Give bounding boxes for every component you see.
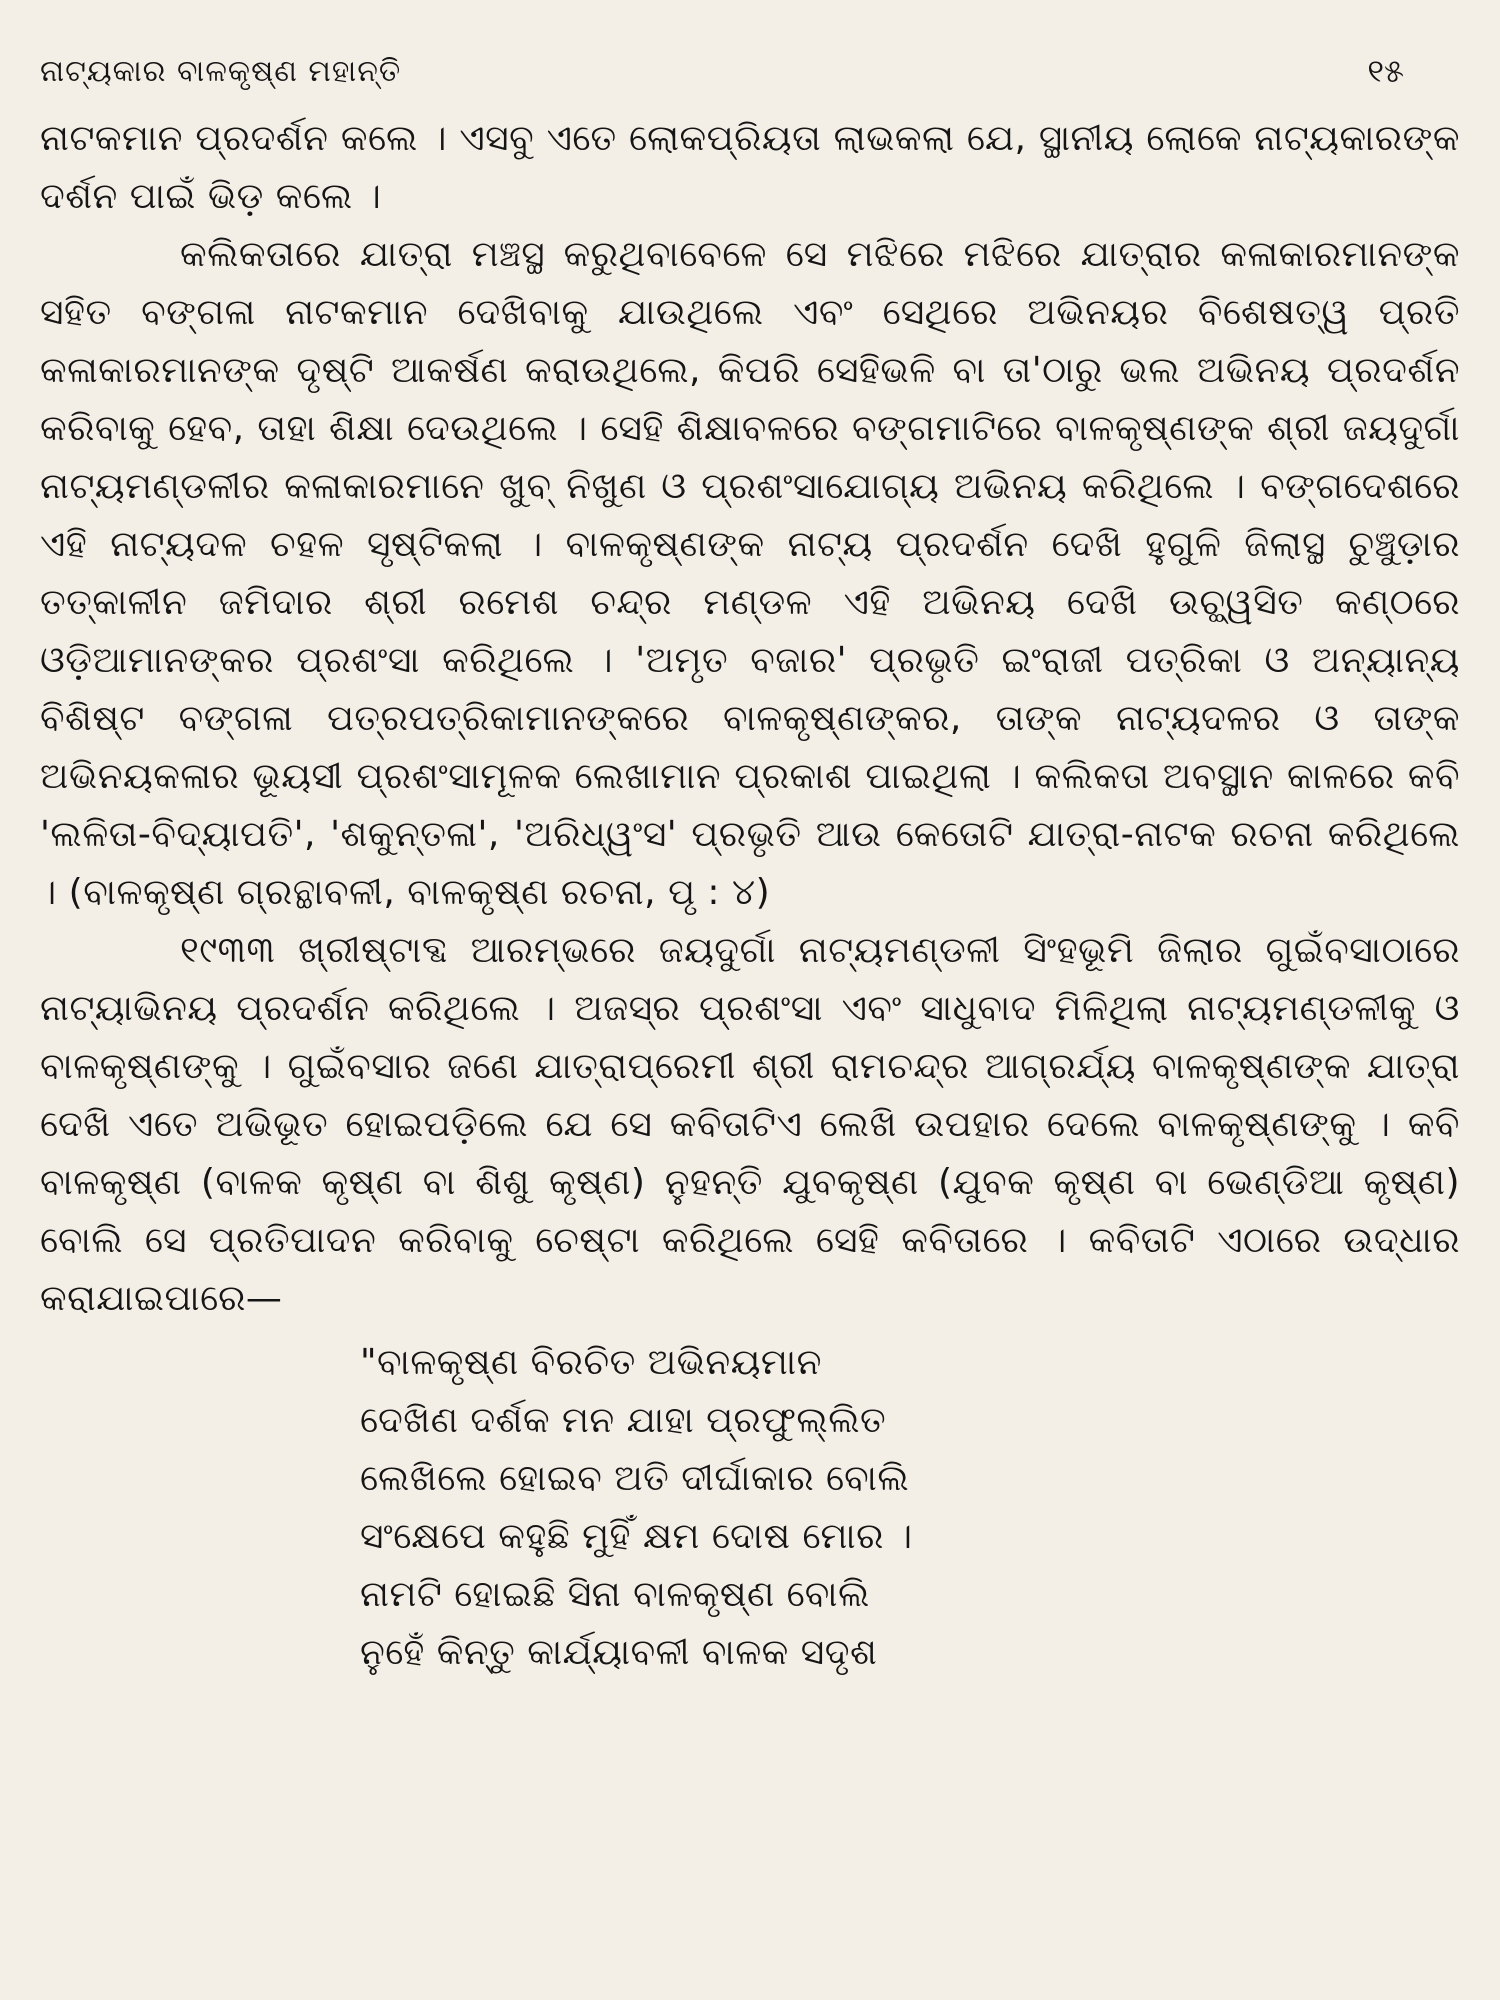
paragraph: ୧୯୩୩ ଖ୍ରୀଷ୍ଟାବ୍ଦ ଆରମ୍ଭରେ ଜୟଦୁର୍ଗା ନାଟ୍ୟମଣ୍ଡଳୀ ସିଂହଭୂମି ଜିଲାର ଗୁଇଁବସାଠାରେ ନାଟ୍ୟାଭିନୟ ପ୍ରଦର୍ଶନ କରିଥିଲେ । ଅଜସ୍ର ପ୍ରଶଂସା ଏବଂ ସାଧୁବାଦ ମିଳିଥିଲା ନାଟ୍ୟମଣ୍ଡଳୀକୁ ଓ ବାଳକୃଷ୍ଣଙ୍କୁ । ଗୁଇଁବସାର ଜଣେ ଯାତ୍ରାପ୍ରେମୀ ଶ୍ରୀ ରାମଚନ୍ଦ୍ର ଆଗ୍ରର୍ଯ୍ୟ ବାଳକୃଷ୍ଣଙ୍କ ଯାତ୍ରା ଦେଖି ଏତେ ଅଭିଭୂତ ହୋଇପଡ଼ିଲେ ଯେ ସେ କବିତାଟିଏ ଲେଖି ଉପହାର ଦେଲେ ବାଳକୃଷ୍ଣଙ୍କୁ । କବି ବାଳକୃଷ୍ଣ (ବାଳକ କୃଷ୍ଣ ବା ଶିଶୁ କୃଷ୍ଣ) ନୁହନ୍ତି ଯୁବକୃଷ୍ଣ (ଯୁବକ କୃଷ୍ଣ ବା ଭେଣ୍ଡିଆ କୃଷ୍ଣ) ବୋଲି ସେ ପ୍ରତିପାଦନ କରିବାକୁ ଚେଷ୍ଟା କରିଥିଲେ ସେହି କବିତାରେ । କବିତାଟି ଏଠାରେ ଉଦ୍ଧାର କରାଯାଇପାରେ—: [40, 930, 1460, 1319]
quoted-poem: [40, 1334, 1460, 1682]
poem-line: "ବାଳକୃଷ୍ଣ ବିରଚିତ ଅଭିନୟମାନ: [360, 1342, 822, 1383]
poem-line: ଲେଖିଲେ ହୋଇବ ଅତି ଦୀର୍ଘାକାର ବୋଲି: [360, 1458, 910, 1499]
poem-line: ଦେଖିଣ ଦର୍ଶକ ମନ ଯାହା ପ୍ରଫୁଲ୍ଲିତ: [360, 1400, 887, 1441]
page-number: ୧୫: [1367, 52, 1404, 90]
running-title: ନାଟ୍ୟକାର ବାଳକୃଷ୍ଣ ମହାନ୍ତି: [40, 54, 402, 89]
paragraph: କଲିକତାରେ ଯାତ୍ରା ମଞ୍ଚସ୍ଥ କରୁଥିବାବେଳେ ସେ ମଝିରେ ମଝିରେ ଯାତ୍ରାର କଳାକାରମାନଙ୍କ ସହିତ ବଙ୍ଗଳା ନାଟକମାନ ଦେଖିବାକୁ ଯାଉଥିଲେ ଏବଂ ସେଥିରେ ଅଭିନୟର ବିଶେଷତ୍ୱ ପ୍ରତି କଳାକାରମାନଙ୍କ ଦୃଷ୍ଟି ଆକର୍ଷଣ କରାଉଥିଲେ, କିପରି ସେହିଭଳି ବା ତା'ଠାରୁ ଭଲ ଅଭିନୟ ପ୍ରଦର୍ଶନ କରିବାକୁ ହେବ, ତାହା ଶିକ୍ଷା ଦେଉଥିଲେ । ସେହି ଶିକ୍ଷାବଳରେ ବଙ୍ଗମାଟିରେ ବାଳକୃଷ୍ଣଙ୍କ ଶ୍ରୀ ଜୟଦୁର୍ଗା ନାଟ୍ୟମଣ୍ଡଳୀର କଳାକାରମାନେ ଖୁବ୍ ନିଖୁଣ ଓ ପ୍ରଶଂସାଯୋଗ୍ୟ ଅଭିନୟ କରିଥିଲେ । ବଙ୍ଗଦେଶରେ ଏହି ନାଟ୍ୟଦଳ ଚହଳ ସୃଷ୍ଟିକଲା । ବାଳକୃଷ୍ଣଙ୍କ ନାଟ୍ୟ ପ୍ରଦର୍ଶନ ଦେଖି ହୁଗୁଳି ଜିଲାସ୍ଥ ଚୁଞ୍ଚୁଡ଼ାର ତତ୍କାଳୀନ ଜମିଦାର ଶ୍ରୀ ରମେଶ ଚନ୍ଦ୍ର ମଣ୍ଡଳ ଏହି ଅଭିନୟ ଦେଖି ଉଚ୍ଛ୍ୱସିତ କଣ୍ଠରେ ଓଡ଼ିଆମାନଙ୍କର ପ୍ରଶଂସା କରିଥିଲେ । 'ଅମୃତ ବଜାର' ପ୍ରଭୃତି ଇଂରାଜୀ ପତ୍ରିକା ଓ ଅନ୍ୟାନ୍ୟ ବିଶିଷ୍ଟ ବଙ୍ଗଳା ପତ୍ରପତ୍ରିକାମାନଙ୍କରେ ବାଳକୃଷ୍ଣଙ୍କର, ତାଙ୍କ ନାଟ୍ୟଦଳର ଓ ତାଙ୍କ ଅଭିନୟକଳାର ଭୂୟସୀ ପ୍ରଶଂସାମୂଳକ ଲେଖାମାନ ପ୍ରକାଶ ପାଇଥିଲା । କଲିକତା ଅବସ୍ଥାନ କାଳରେ କବି 'ଲଳିତା-ବିଦ୍ୟାପତି', 'ଶକୁନ୍ତଳା', 'ଅରିଧ୍ୱଂସ' ପ୍ରଭୃତି ଆଉ କେତୋଟି ଯାତ୍ରା-ନାଟକ ରଚନା କରିଥିଲେ । (ବାଳକୃଷ୍ଣ ଗ୍ରନ୍ଥାବଳୀ, ବାଳକୃଷ୍ଣ ରଚନା, ପୃ : ୪): [40, 234, 1460, 913]
poem-line: ନାମଟି ହୋଇଛି ସିନା ବାଳକୃଷ୍ଣ ବୋଲି: [360, 1574, 870, 1615]
poem-line: ସଂକ୍ଷେପେ କହୁଛି ମୁହିଁ କ୍ଷମ ଦୋଷ ମୋର ।: [360, 1516, 913, 1557]
page-header: [40, 40, 1460, 110]
poem-line: ନୁହେଁ କିନ୍ତୁ କାର୍ଯ୍ୟାବଳୀ ବାଳକ ସଦୃଶ: [360, 1632, 878, 1673]
paragraph: ନାଟକମାନ ପ୍ରଦର୍ଶନ କଲେ । ଏସବୁ ଏତେ ଲୋକପ୍ରିୟତା ଲାଭକଲା ଯେ, ସ୍ଥାନୀୟ ଲୋକେ ନାଟ୍ୟକାରଙ୍କ ଦର୍ଶନ ପାଇଁ ଭିଡ଼ କଲେ ।: [40, 118, 1460, 217]
body-text: [40, 110, 1460, 1328]
